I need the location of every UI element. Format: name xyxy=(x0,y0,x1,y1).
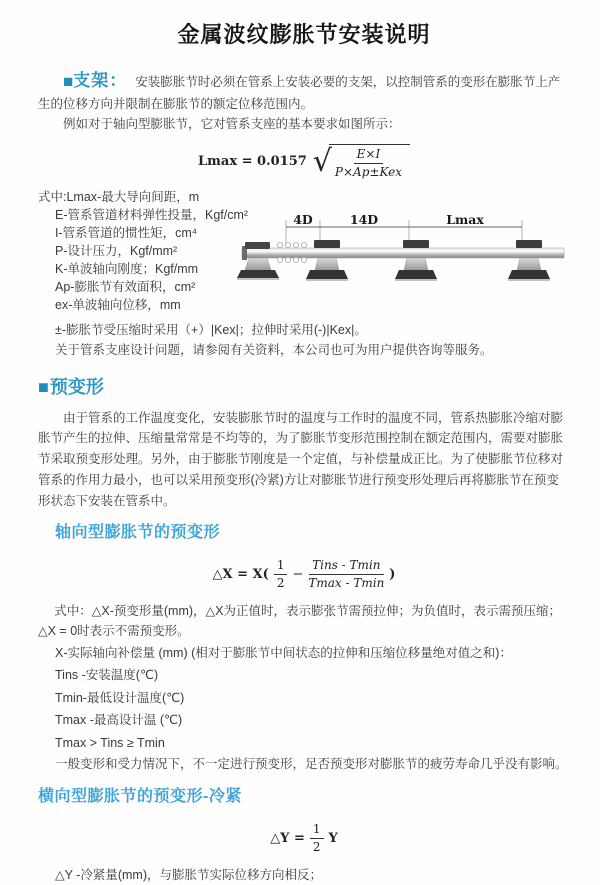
support-intro-text: 安装膨胀节时必须在管系上安装必要的支架，以控制管系的变形在膨胀节上产生的位移方向并限制在膨胀节的额定位移范围内。 xyxy=(38,75,561,112)
lmax-formula xyxy=(38,144,570,180)
section-square-icon: ■ xyxy=(63,72,74,92)
predeform-paragraph: 由于管系的工作温度变化，安装膨胀节时的温度与工作时的温度不同，管系热膨胀冷缩对膨胀节产生的拉伸、压缩量常常是不均等的，为了膨胀节变形范围控制在额定范围内，需要对膨胀节采取预变形处理。另外，由于膨胀节刚度是一个定值，与补偿量成正比。为了使膨胀节位移对管系的作用力最小，也可以采用预变形(冷紧)方让对膨胀节进行预变形处理后再将膨胀节在预变形状态下安装在管系中。 xyxy=(38,410,564,508)
lateral-frac-den: 2 xyxy=(312,840,321,855)
lateral-frac-num: 1 xyxy=(310,822,324,839)
section-square-icon: ■ xyxy=(38,376,49,397)
predeform-heading-text: 预变形 xyxy=(49,376,104,397)
definition-item: Ap-膨胀节有效面积，cm² xyxy=(55,280,196,295)
axial-frac2-num: Tins - Tmin xyxy=(309,558,383,575)
sqrt-radical-icon: √ xyxy=(312,144,332,180)
lateral-formula-lhs: △Y = xyxy=(270,830,305,846)
lmax-formula-denominator: P×Ap±Kex xyxy=(334,165,402,180)
axial-formula xyxy=(38,558,570,591)
axial-item: X-实际轴向补偿量 (mm) (相对于膨胀节中间状态的拉伸和压缩位移量绝对值之和)： xyxy=(55,645,512,660)
axial-frac1-den: 2 xyxy=(276,576,285,591)
axial-items xyxy=(38,642,570,755)
definition-item: K-单波轴向刚度；Kgf/mm xyxy=(55,262,199,277)
support-intro-paragraph xyxy=(38,68,570,115)
where-label: 式中:Lmax-最大导向间距，m xyxy=(38,190,200,205)
support-section-heading: 支架： xyxy=(73,71,128,91)
definitions-and-diagram xyxy=(38,188,570,320)
service-note: 关于管系支座设计问题，请参阅有关资料，本公司也可为用户提供咨询等服务。 xyxy=(55,342,493,357)
support-example-line: 例如对于轴向型膨胀节，它对管系支座的基本要求如图所示： xyxy=(63,116,401,131)
axial-frac2-den: Tmax - Tmin xyxy=(308,576,385,591)
axial-item: Tmax -最高设计温 (℃) xyxy=(55,713,183,728)
predeform-section xyxy=(38,374,570,885)
lateral-explain: △Y -冷紧量(mm)，与膨胀节实际位移方向相反； xyxy=(55,868,323,883)
definition-item: ex-单波轴向位移，mm xyxy=(55,298,181,313)
dim-label-lmax: Lmax xyxy=(446,212,484,228)
sign-convention-note: ±-膨胀节受压缩时采用（+）|Kex|；拉伸时采用(-)|Kex|。 xyxy=(55,323,367,338)
axial-explain: 式中：△X-预变形量(mm)，△X为正值时，表示膨张节需预拉伸；为负值时，表示需预压缩；△X = 0时表示不需预变形。 xyxy=(38,604,561,639)
axial-item: Tins -安装温度(℃) xyxy=(55,668,159,683)
definition-item: P-设计压力，Kgf/mm² xyxy=(55,244,178,259)
lmax-formula-numerator: E×I xyxy=(354,147,384,164)
axial-general-note: 一般变形和受力情况下，不一定进行预变形，足否预变形对膨胀节的疲劳寿命几乎没有影响。 xyxy=(55,757,568,772)
axial-formula-minus: − xyxy=(292,566,304,582)
lateral-formula-rhs: Y xyxy=(328,830,338,846)
axial-item: Tmax > Tins ≥ Tmin xyxy=(55,735,165,750)
dim-label-4d: 4D xyxy=(293,212,313,228)
dim-label-14d: 14D xyxy=(349,212,379,228)
guide-support xyxy=(306,240,348,281)
page-title: 金属波纹膨胀节安装说明 xyxy=(177,22,431,47)
axial-formula-rhs: ) xyxy=(389,566,396,582)
sqrt-body xyxy=(329,144,410,180)
lateral-subsection-heading: 横向型膨胀节的预变形-冷紧 xyxy=(38,788,242,806)
guide-support xyxy=(508,240,550,281)
axial-item: Tmin-最低设计温度(℃) xyxy=(55,690,185,705)
axial-formula-lhs: △X = X( xyxy=(212,566,269,582)
guide-support xyxy=(395,240,437,281)
definition-item: E-管系管道材料弹性投量，Kgf/cm² xyxy=(55,208,249,223)
predeform-section-heading xyxy=(38,374,570,402)
axial-subsection-heading: 轴向型膨胀节的预变形 xyxy=(55,524,221,542)
lateral-formula xyxy=(38,822,570,855)
pipe-support-diagram xyxy=(234,212,594,312)
definition-item: I-管系管道的惯性矩，cm⁴ xyxy=(55,226,198,241)
pipe xyxy=(242,248,564,258)
axial-frac1-num: 1 xyxy=(274,558,288,575)
lmax-formula-lhs: Lmax = 0.0157 xyxy=(198,154,307,170)
support-section xyxy=(38,68,570,360)
